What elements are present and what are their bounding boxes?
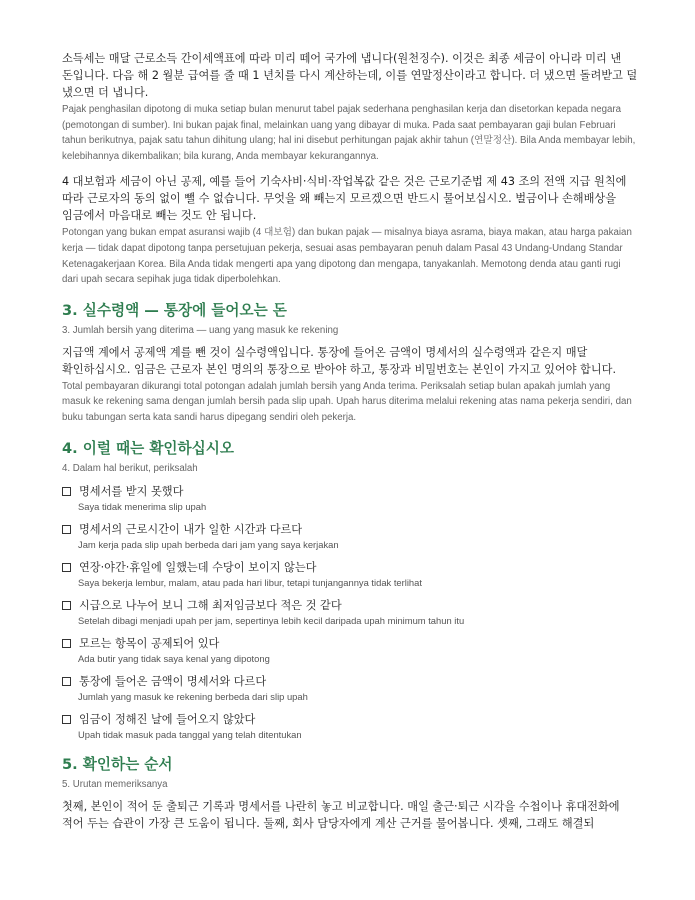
checklist-indonesian: Jam kerja pada slip upah berbeda dari jam yang saya kerjakan (78, 538, 339, 550)
intro-paragraph-2 (62, 173, 638, 287)
checklist-item (62, 483, 638, 514)
checkbox-icon (62, 639, 71, 648)
checkbox-icon (62, 487, 71, 496)
checklist-indonesian: Upah tidak masuk pada tanggal yang telah ditentukan (78, 728, 302, 740)
checklist-korean: 모르는 항목이 공제되어 있다 (79, 636, 220, 650)
checklist-item (62, 673, 638, 704)
checklist-item (62, 559, 638, 590)
paragraph-indonesian: Pajak penghasilan dipotong di muka setiap bulan menurut tabel pajak sederhana penghasilan kerja dan disetorkan kepada negara (pemotongan di sumber). Ini bukan pajak final, melainkan uang yang dibayar di muka. Pada saat pembayaran gaji bulan Februari tahun berikutnya, pajak satu tahun dihitung ulang; hal ini disebut perhitungan pajak akhir tahun (연말정산). Bila Anda membayar lebih, kelebihannya dikembalikan; bila kurang, Anda membayar kekurangannya. (62, 104, 636, 162)
section-subheading: 5. Urutan memeriksanya (62, 778, 168, 790)
paragraph-korean: 첫째, 본인이 적어 둔 출퇴근 기록과 명세서를 나란히 놓고 비교합니다. 매일 출근·퇴근 시각을 수첩이나 휴대전화에 적어 두는 습관이 가장 큰 도움이 됩니다. 둘째, 회사 담당자에게 계산 근거를 물어봅니다. 셋째, 그래도 해결되 (62, 799, 620, 830)
checklist-item (62, 635, 638, 666)
checklist-indonesian: Setelah dibagi menjadi upah per jam, sepertinya lebih kecil daripada upah minimum tahun itu (78, 614, 465, 626)
section-subheading: 4. Dalam hal berikut, periksalah (62, 462, 198, 474)
section-subheading: 3. Jumlah bersih yang diterima — uang yang masuk ke rekening (62, 324, 339, 336)
section-4 (62, 439, 638, 742)
paragraph-korean: 소득세는 매달 근로소득 간이세액표에 따라 미리 떼어 국가에 냅니다(원천징수). 이것은 최종 세금이 아니라 미리 낸 돈입니다. 다음 해 2 월분 급여를 줄 때 1 년치를 다시 계산하는데, 이를 연말정산이라고 합니다. 더 냈으면 돌려받고 덜 냈으면 더 냅니다. (62, 52, 638, 99)
checkbox-icon (62, 715, 71, 724)
paragraph-indonesian: Potongan yang bukan empat asuransi wajib (4 대보험) dan bukan pajak — misalnya biaya asrama, biaya makan, atau harga pakaian kerja — tidak dapat dipotong tanpa persetujuan pekerja, sesuai asas pembayaran penuh dalam Pasal 43 Undang-Undang Standar Ketenagakerjaan Korea. Bila Anda tidak mengerti apa yang dipotong dan mengapa, tanyakanlah. Memotong denda atau ganti rugi dari upah secara sepihak juga tidak diperbolehkan. (62, 227, 632, 286)
checklist-korean: 명세서를 받지 못했다 (79, 484, 184, 498)
checklist-korean: 연장·야간·휴일에 일했는데 수당이 보이지 않는다 (79, 560, 317, 574)
checkbox-icon (62, 563, 71, 572)
checklist-korean: 명세서의 근로시간이 내가 일한 시간과 다르다 (79, 522, 303, 536)
checklist-indonesian: Jumlah yang masuk ke rekening berbeda dari slip upah (78, 690, 308, 702)
paragraph-korean: 지급액 계에서 공제액 계를 뺀 것이 실수령액입니다. 통장에 들어온 금액이 명세서의 실수령액과 같은지 매달 확인하십시오. 임금은 근로자 본인 명의의 통장으로 받아야 하고, 통장과 비밀번호는 본인이 가지고 있어야 합니다. (62, 345, 617, 376)
intro-paragraph-1 (62, 50, 638, 164)
checklist-item (62, 521, 638, 552)
checklist-korean: 임금이 정해진 날에 들어오지 않았다 (79, 712, 256, 726)
checkbox-icon (62, 525, 71, 534)
checklist-korean: 통장에 들어온 금액이 명세서와 다르다 (79, 674, 267, 688)
section-heading: 4. 이럴 때는 확인하십시오 (62, 439, 234, 457)
checklist-korean: 시급으로 나누어 보니 그해 최저임금보다 적은 것 같다 (79, 598, 342, 612)
checklist-indonesian: Saya bekerja lembur, malam, atau pada hari libur, tetapi tunjangannya tidak terlihat (78, 576, 422, 588)
checkbox-icon (62, 601, 71, 610)
section-5 (62, 755, 638, 832)
checklist-item (62, 597, 638, 628)
checklist-indonesian: Ada butir yang tidak saya kenal yang dipotong (78, 652, 270, 664)
paragraph-korean: 4 대보험과 세금이 아닌 공제, 예를 들어 기숙사비·식비·작업복값 같은 것은 근로기준법 제 43 조의 전액 지급 원칙에 따라 근로자의 동의 없이 뺄 수 없습니다. 무엇을 왜 빼는지 모르겠으면 반드시 물어보십시오. 벌금이나 손해배상을 임금에서 마음대로 빼는 것도 안 됩니다. (62, 175, 627, 223)
section-3 (62, 301, 638, 426)
section-paragraph (62, 344, 638, 426)
section-heading: 3. 실수령액 — 통장에 들어오는 돈 (62, 301, 287, 319)
checkbox-icon (62, 677, 71, 686)
paragraph-indonesian: Total pembayaran dikurangi total potongan adalah jumlah bersih yang Anda terima. Periksalah setiap bulan apakah jumlah yang masuk ke rekening sama dengan jumlah bersih pada slip upah. Upah harus diterima melalui rekening atas nama pekerja sendiri, dan buku tabungan serta kata sandi harus dipegang sendiri oleh pekerja. (62, 380, 632, 423)
checklist-indonesian: Saya tidak menerima slip upah (78, 500, 207, 512)
checklist-item (62, 711, 638, 742)
section-heading: 5. 확인하는 순서 (62, 755, 173, 773)
